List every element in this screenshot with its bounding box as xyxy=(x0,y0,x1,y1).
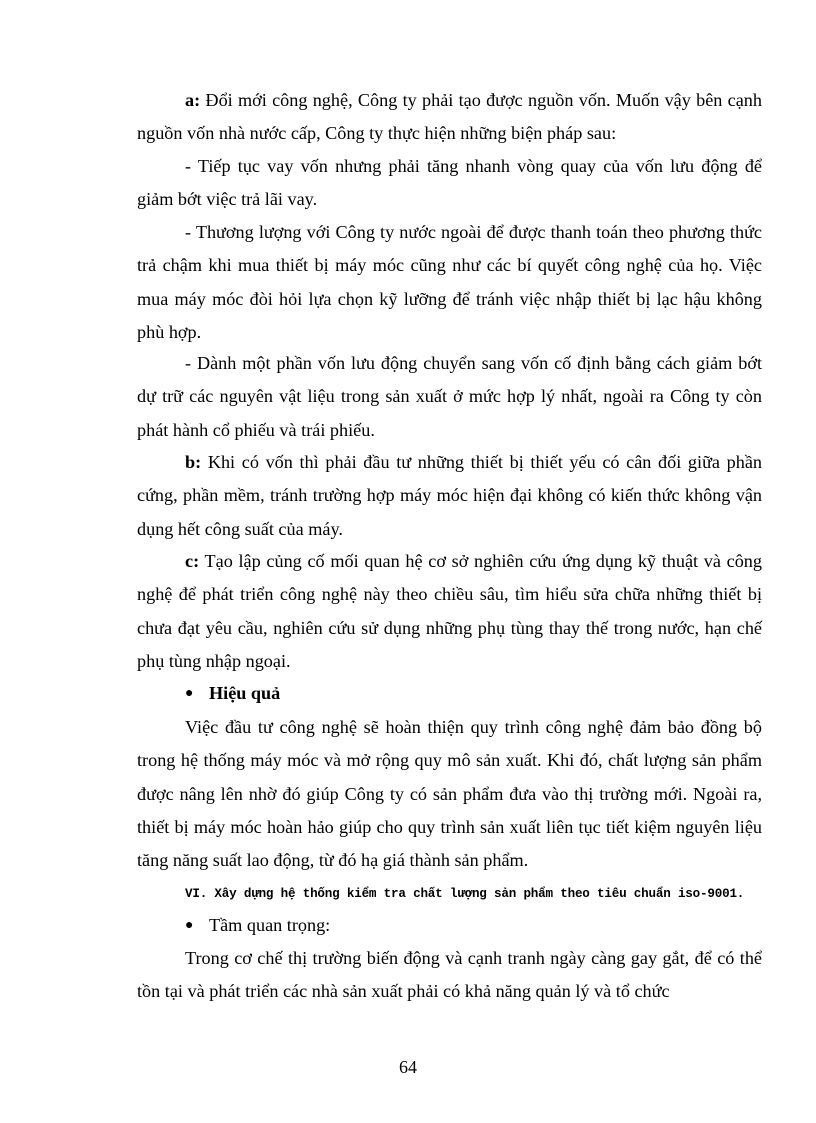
paragraph-effect xyxy=(137,711,762,877)
paragraph-loan xyxy=(137,150,762,217)
paragraph-loan-text: - Tiếp tục vay vốn nhưng phải tăng nhanh vòng quay của vốn lưu động để giảm bớt việc trả lãi vay. xyxy=(137,156,762,210)
paragraph-a-text: Đổi mới công nghệ, Công ty phải tạo được nguồn vốn. Muốn vậy bên cạnh nguồn vốn nhà nước cấp, Công ty thực hiện những biện pháp sau: xyxy=(137,90,762,144)
paragraph-b-text: Khi có vốn thì phải đầu tư những thiết bị thiết yếu có cân đối giữa phần cứng, phần mềm, tránh trường hợp máy móc hiện đại không có kiến thức không vận dụng hết công suất của máy. xyxy=(137,452,762,539)
paragraph-negotiate-text: - Thương lượng với Công ty nước ngoài để được thanh toán theo phương thức trả chậm khi mua thiết bị máy móc cũng như các bí quyết công nghệ của họ. Việc mua máy móc đòi hỏi lựa chọn kỹ lưỡng để tránh việc nhập thiết bị lạc hậu không phù hợp. xyxy=(137,222,762,342)
paragraph-a xyxy=(137,84,762,151)
paragraph-c xyxy=(137,545,762,678)
paragraph-negotiate xyxy=(137,216,762,349)
section-heading: VI. Xây dựng hệ thống kiểm tra chất lượng sản phẩm theo tiêu chuẩn iso-9001. xyxy=(185,887,745,901)
bullet-tam-quan-trong-text: Tầm quan trọng: xyxy=(209,915,331,935)
paragraph-market xyxy=(137,942,762,1009)
paragraph-effect-text: Việc đầu tư công nghệ sẽ hoàn thiện quy trình công nghệ đảm bảo đồng bộ trong hệ thống máy móc và mở rộng quy mô sản xuất. Khi đó, chất lượng sản phẩm được nâng lên nhờ đó giúp Công ty có sản phẩm đưa vào thị trường mới. Ngoài ra, thiết bị máy móc hoàn hảo giúp cho quy trình sản xuất liên tục tiết kiệm nguyên liệu tăng năng suất lao động, từ đó hạ giá thành sản phẩm. xyxy=(137,717,762,871)
bullet-hieu-qua xyxy=(185,677,762,710)
paragraph-capital-text: - Dành một phần vốn lưu động chuyển sang vốn cố định bằng cách giảm bớt dự trữ các nguyên vật liệu trong sản xuất ở mức hợp lý nhất, ngoài ra Công ty còn phát hành cổ phiếu và trái phiếu. xyxy=(137,353,762,440)
paragraph-b xyxy=(137,446,762,546)
paragraph-c-text: Tạo lập củng cố mối quan hệ cơ sở nghiên cứu ứng dụng kỹ thuật và công nghệ để phát triển công nghệ này theo chiều sâu, tìm hiểu sửa chữa những thiết bị chưa đạt yêu cầu, nghiên cứu sử dụng những phụ tùng thay thế trong nước, hạn chế phụ tùng nhập ngoại. xyxy=(137,551,762,671)
page-number: 64 xyxy=(399,1057,417,1077)
bullet-icon: ● xyxy=(185,686,194,701)
label-a: a: xyxy=(185,90,201,110)
bullet-tam-quan-trong xyxy=(185,909,762,942)
paragraph-capital xyxy=(137,347,762,447)
label-c: c: xyxy=(185,551,200,571)
bullet-icon: ● xyxy=(185,918,194,933)
paragraph-market-text: Trong cơ chế thị trường biến động và cạnh tranh ngày càng gay gắt, để có thể tồn tại và phát triển các nhà sản xuất phải có khả năng quản lý và tổ chức xyxy=(137,948,762,1002)
label-b: b: xyxy=(185,452,202,472)
bullet-hieu-qua-text: Hiệu quả xyxy=(209,683,281,703)
